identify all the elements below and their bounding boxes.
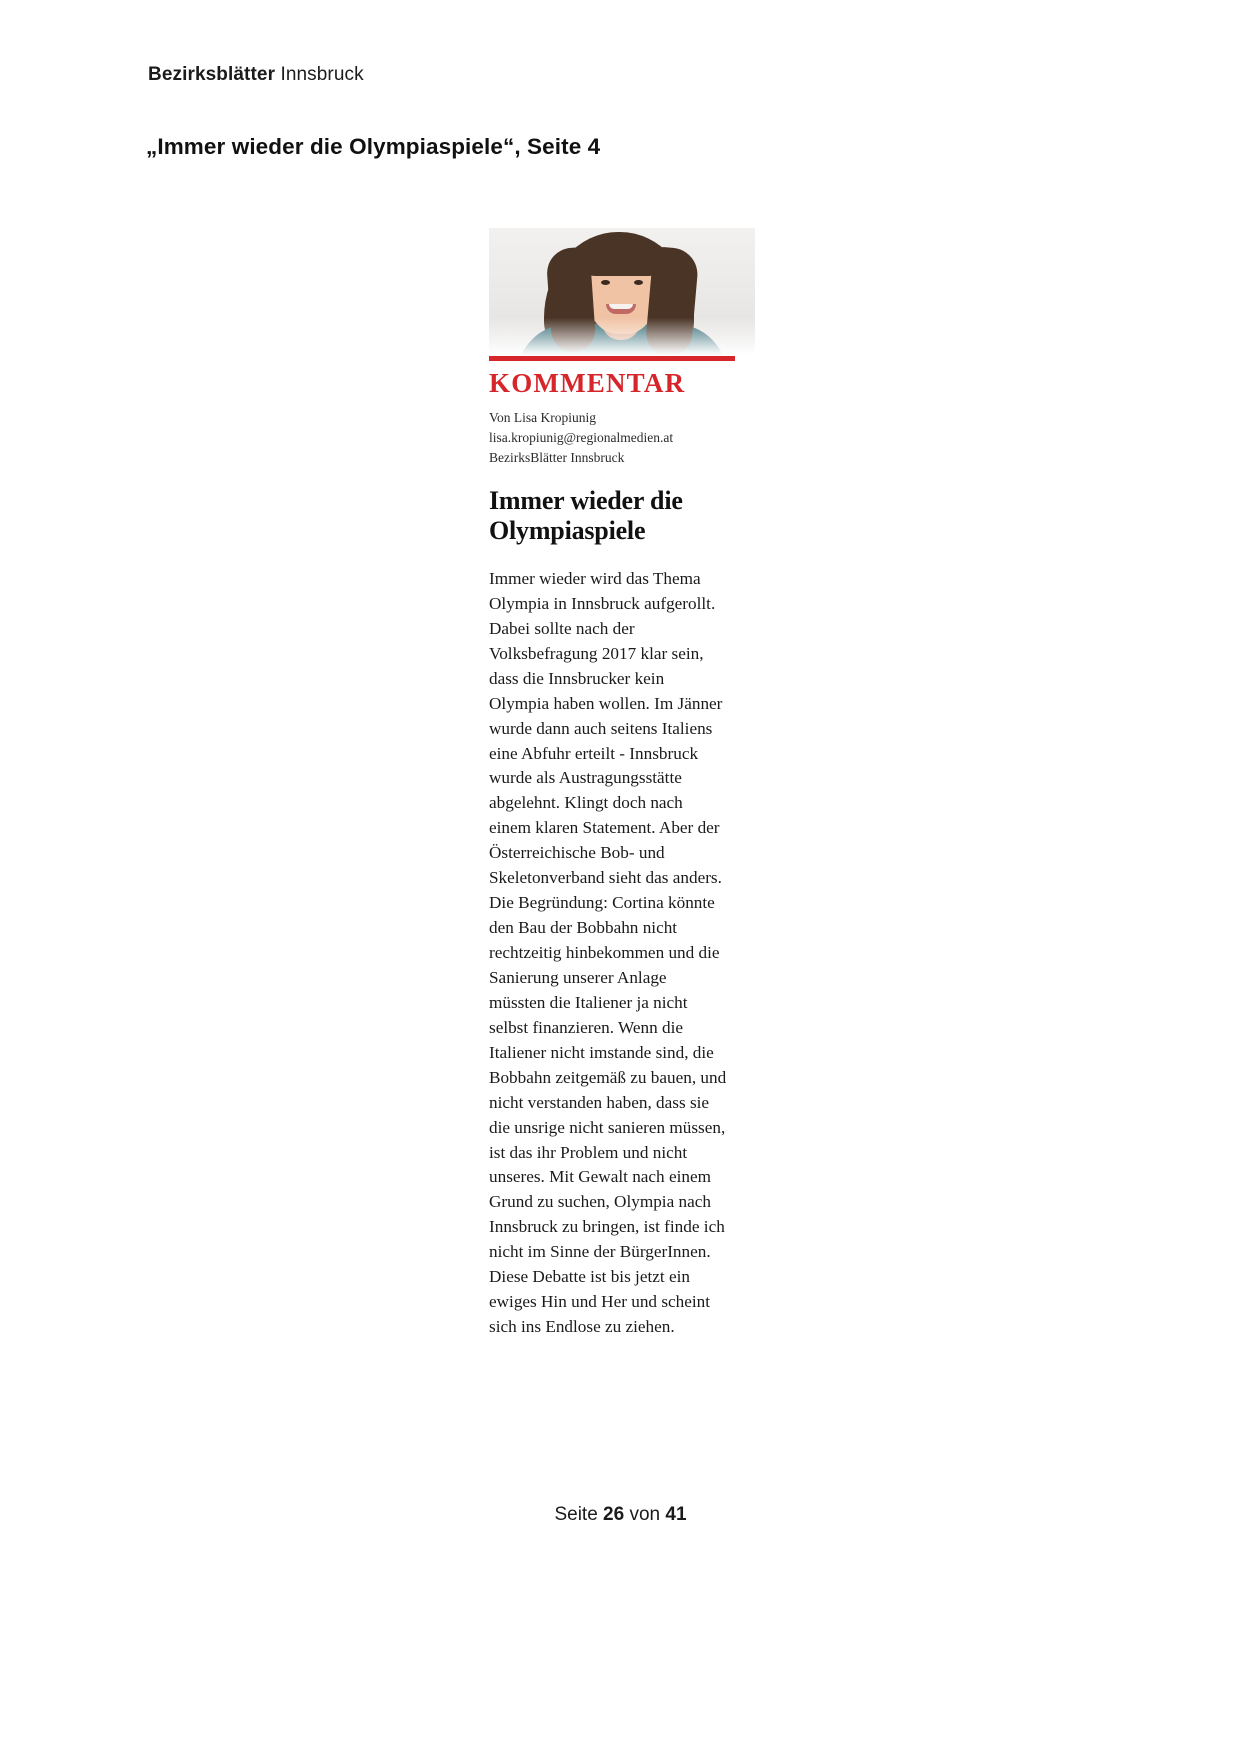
byline-outlet: BezirksBlätter Innsbruck (489, 449, 625, 465)
section-label: KOMMENTAR (489, 368, 686, 398)
byline (489, 408, 755, 468)
footer-total-pages: 41 (665, 1504, 687, 1525)
byline-email: lisa.kropiunig@regionalmedien.at (489, 429, 674, 445)
article-body: Immer wieder wird das Thema Olympia in Innsbruck aufgerollt. Dabei sollte nach der Volksbefragung 2017 klar sein, dass die Innsbrucker kein Olympia haben wollen. Im Jänner wurde dann auch seitens Italiens eine Abfuhr erteilt - Innsbruck wurde als Austragungsstätte abgelehnt. Klingt doch nach einem klaren Statement. Aber der Österreichische Bob- und Skeletonverband sieht das anders. Die Begründung: Cortina könnte den Bau der Bobbahn nicht rechtzeitig hinbekommen und die Sanierung unserer Anlage müssten die Italiener ja nicht selbst finanzieren. Wenn die Italiener nicht imstande sind, die Bobbahn zeitgemäß zu bauen, und nicht verstanden haben, dass sie die unsrige nicht sanieren müssen, ist das ihr Problem und nicht unseres. Mit Gewalt nach einem Grund zu suchen, Olympia nach Innsbruck zu bringen, ist finde ich nicht im Sinne der BürgerInnen. Diese Debatte ist bis jetzt ein ewiges Hin und Her und scheint sich ins Endlose zu ziehen. (489, 568, 727, 1337)
footer-current-page: 26 (603, 1504, 625, 1525)
author-portrait (489, 228, 755, 356)
page-title: „Immer wieder die Olympiaspiele“, Seite 4 (146, 134, 601, 159)
newspaper-clipping (489, 228, 755, 1340)
page-footer (0, 1504, 1241, 1526)
publication-edition: Innsbruck (280, 64, 364, 85)
publication-brand: Bezirksblätter (148, 64, 276, 85)
document-header (148, 64, 364, 86)
footer-middle: von (629, 1504, 661, 1525)
accent-rule (489, 356, 735, 361)
portrait-fade-overlay (489, 228, 755, 356)
footer-prefix: Seite (554, 1504, 598, 1525)
portrait-illustration (489, 228, 755, 356)
article-headline: Immer wieder die Olympiaspiele (489, 485, 683, 546)
byline-author: Von Lisa Kropiunig (489, 409, 596, 425)
